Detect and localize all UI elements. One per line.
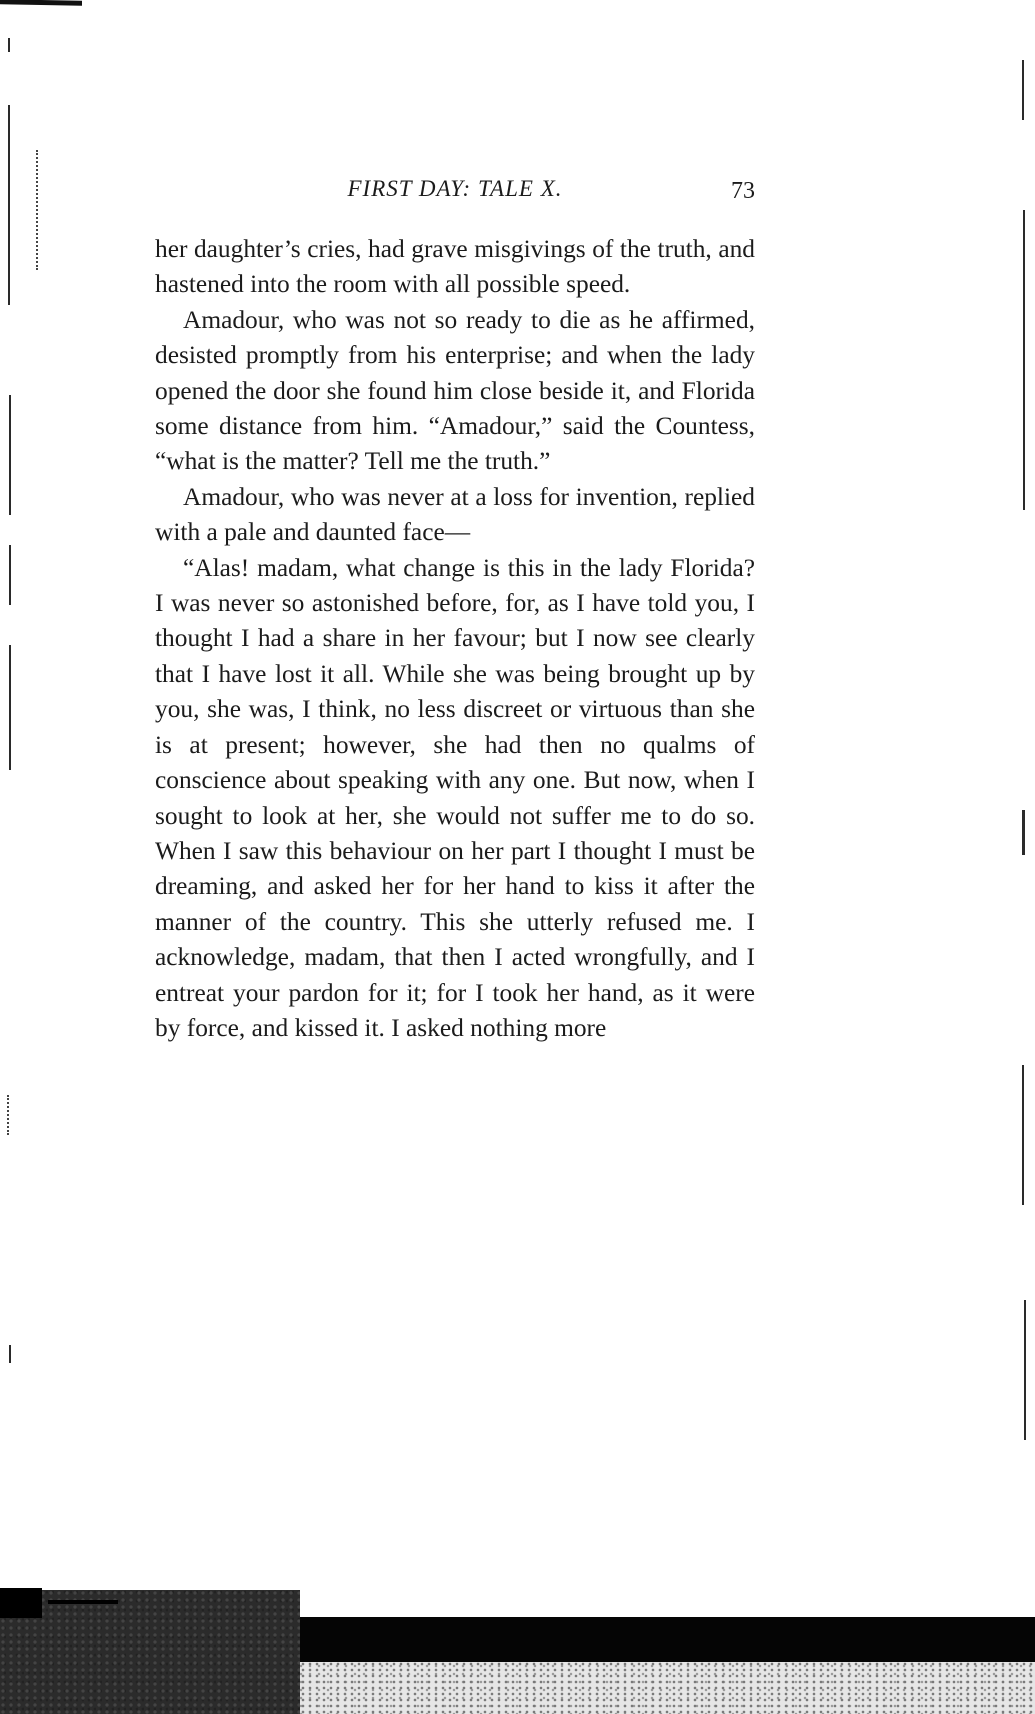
scan-bottom-left-solid: [0, 1588, 42, 1618]
scan-bottom-left-block: [0, 1590, 300, 1714]
scan-line-right-1: [1022, 60, 1024, 120]
scan-bottom-dash: [48, 1600, 118, 1604]
page-number: 73: [731, 178, 755, 204]
body-text: [155, 232, 755, 1046]
scan-line-right-5: [1024, 1300, 1026, 1440]
scan-line-right-4: [1022, 1065, 1024, 1205]
scan-line-left-4: [9, 545, 11, 605]
scan-line-left-6: [9, 1345, 11, 1363]
scan-line-left-3: [9, 395, 11, 515]
header-title: FIRST DAY: TALE X.: [347, 176, 563, 201]
scan-line-left-1: [8, 38, 10, 52]
running-header: [155, 176, 755, 216]
scan-line-left-2: [8, 105, 10, 305]
scan-line-right-2: [1023, 210, 1025, 510]
paragraph-2: Amadour, who was not so ready to die as he affirmed, desisted promptly from his enterprise; and when the lady opened the door she found him close beside it, and Florida some distance from him. “Amadour,” said the Countess, “what is the matter? Tell me the truth.”: [155, 305, 755, 476]
scan-dots-left-1: [36, 150, 38, 270]
scan-mark-top-left: [0, 0, 82, 6]
paragraph-3: Amadour, who was never at a loss for invention, replied with a pale and daunted face—: [155, 482, 755, 547]
scan-line-right-3: [1022, 810, 1025, 855]
scan-line-left-5: [9, 645, 11, 770]
scan-dots-left-2: [7, 1095, 9, 1135]
paragraph-1: her daughter’s cries, had grave misgivings of the truth, and hastened into the room with all possible speed.: [155, 235, 755, 299]
paragraph-4: “Alas! madam, what change is this in the lady Florida? I was never so astonished before, for, as I have told you, I thought I had a share in her favour; but I now see clearly that I have lost it all. While she was being brought up by you, she was, I think, no less discreet or virtuous than she is at present; however, she had then no qualms of conscience about speaking with any one. But now, when I sought to look at her, she would not suffer me to do so. When I saw this behaviour on her part I thought I must be dreaming, and asked her for her hand to kiss it after the manner of the country. This she utterly refused me. I acknowledge, madam, that then I acted wrongfully, and I entreat your pardon for it; for I took her hand, as it were by force, and kissed it. I asked nothing more: [155, 553, 755, 1042]
